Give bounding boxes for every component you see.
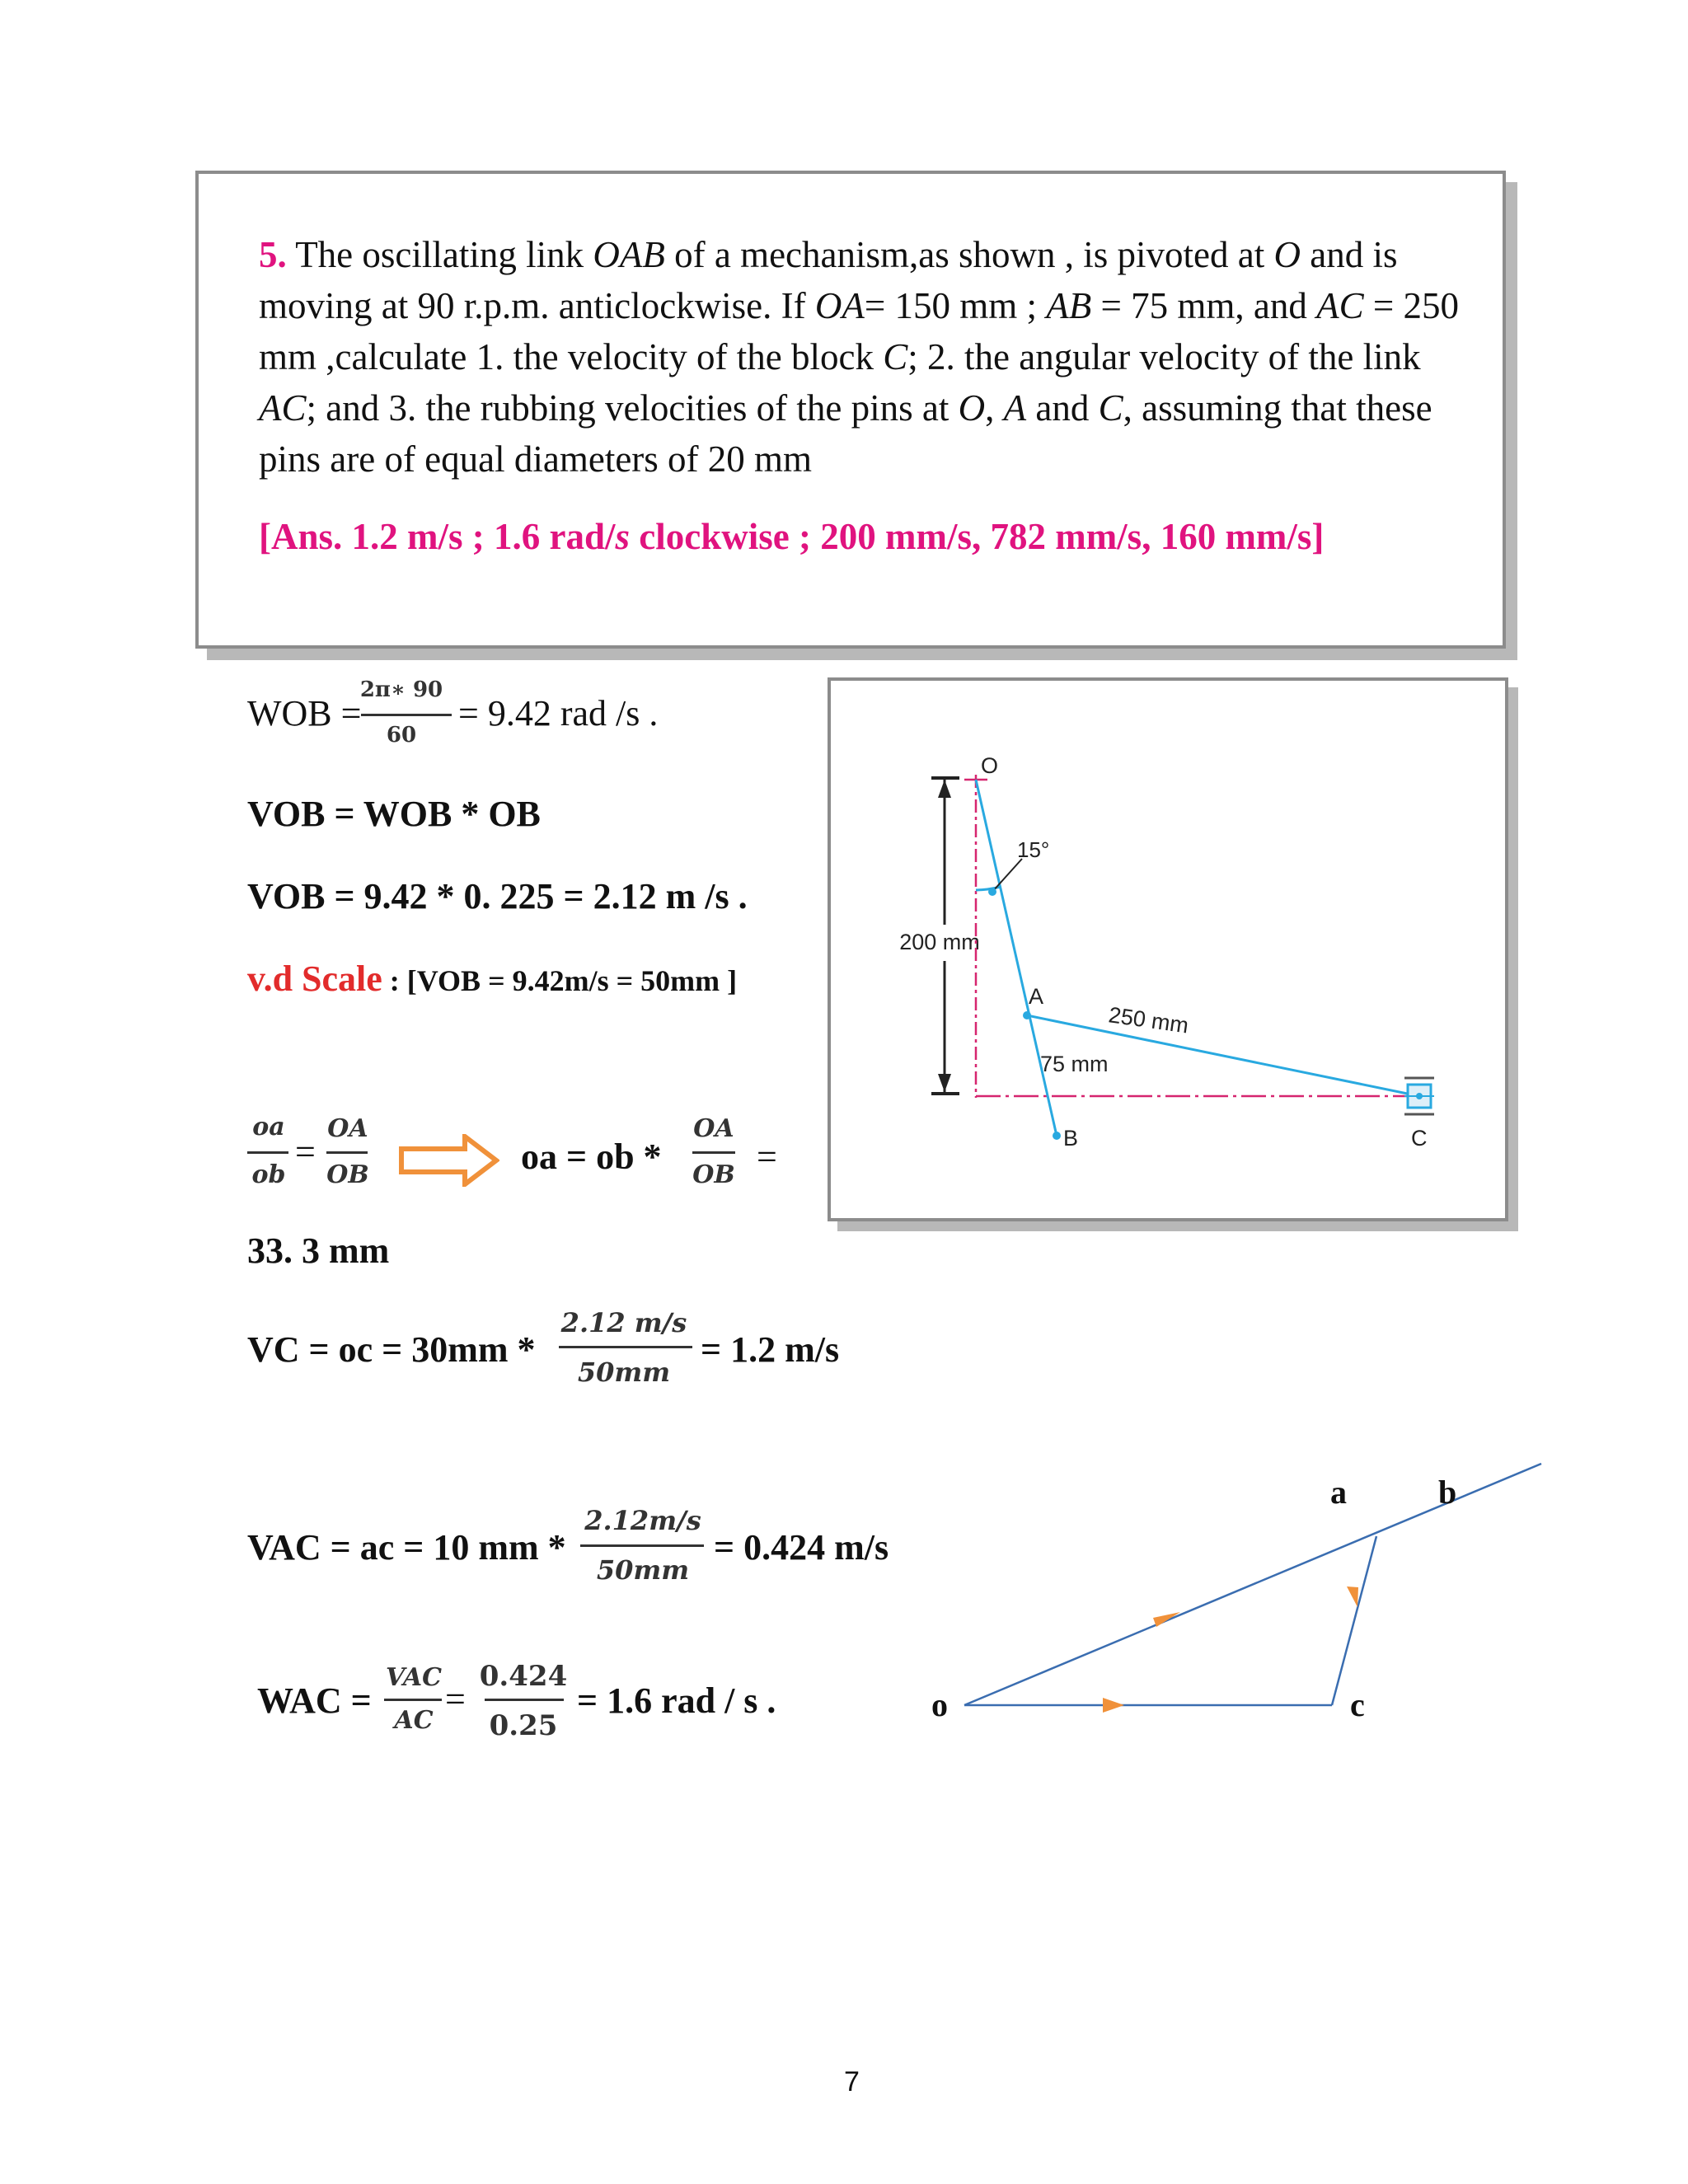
label-o: o: [931, 1686, 948, 1723]
wac-equals: =: [445, 1679, 466, 1719]
scale-label: v.d Scale: [247, 958, 382, 999]
answer-unit-s: s: [615, 516, 631, 557]
problem-text-segment: ; and 3. the rubbing velocities of the pins at: [306, 387, 959, 429]
dim-200mm: 200 mm: [899, 930, 980, 954]
problem-variable: C: [1098, 387, 1123, 429]
vc-expression: VC = oc = 30mm *: [247, 1329, 536, 1370]
vc-result: = 1.2 m/s: [701, 1329, 840, 1370]
oa-equals: =: [757, 1137, 777, 1177]
problem-variable: O: [958, 387, 986, 429]
oa-result: 33. 3 mm: [247, 1230, 390, 1271]
problem-text-segment: , assuming that these pins are of equal diameters of 20 mm: [259, 387, 1432, 480]
vac-denominator: 50mm: [596, 1554, 690, 1586]
scale-value: : [VOB = 9.42m/s = 50mm ]: [382, 964, 738, 997]
mechanism-figure: [828, 677, 1508, 1221]
problem-variable: OA: [814, 285, 865, 326]
problem-variable: OAB: [593, 234, 665, 275]
problem-text-segment: = 75 mm, and: [1091, 285, 1317, 326]
implies-arrow-icon: [399, 1134, 499, 1187]
ratio-num-OA: OA: [327, 1114, 368, 1143]
vob-calculation: VOB = 9.42 * 0. 225 = 2.12 m /s .: [247, 876, 748, 916]
wob-label: WOB =: [247, 693, 362, 733]
velocity-diagram: [923, 1451, 1566, 1731]
problem-variable: AC: [1316, 285, 1364, 326]
wac-den-value: 0.25: [489, 1709, 558, 1742]
angle-label: 15°: [1017, 837, 1050, 862]
problem-text: [259, 234, 1459, 480]
vc-denominator: 50mm: [577, 1357, 671, 1388]
vac-expression: VAC = ac = 10 mm *: [247, 1527, 566, 1568]
oa-num-OA: OA: [693, 1114, 734, 1143]
problem-text-segment: and is moving at 90 r.p.m. anticlockwise. If: [259, 234, 1398, 326]
label-b: b: [1438, 1474, 1457, 1511]
ratio-den-ob: ob: [251, 1160, 286, 1189]
ratio-den-OB: OB: [326, 1160, 369, 1189]
oa-expression: oa = ob *: [521, 1137, 662, 1177]
problem-number: 5.: [259, 234, 287, 275]
problem-variable: C: [883, 336, 908, 377]
dim-75mm: 75 mm: [1040, 1052, 1109, 1076]
scale-line: [247, 958, 737, 1000]
problem-variable: A: [1003, 387, 1027, 429]
problem-text-segment: = 250 mm ,calculate 1. the velocity of the block: [259, 285, 1460, 377]
fraction-bar: [326, 1151, 368, 1154]
label-C: C: [1411, 1126, 1428, 1151]
arrow-head-icon: [1103, 1698, 1124, 1713]
problem-text-segment: = 150 mm ;: [864, 285, 1047, 326]
wac-label: WAC =: [257, 1680, 372, 1721]
problem-variable: O: [1273, 234, 1301, 275]
wac-num-VAC: VAC: [385, 1663, 443, 1692]
label-B: B: [1063, 1126, 1079, 1151]
wac-result: = 1.6 rad / s .: [577, 1680, 776, 1721]
wob-result: = 9.42 rad /s .: [458, 693, 659, 733]
wac-num-value: 0.424: [479, 1660, 568, 1693]
fraction-bar: [580, 1544, 704, 1547]
label-a: a: [1330, 1474, 1347, 1511]
label-O: O: [981, 753, 999, 778]
wac-den-AC: AC: [394, 1706, 434, 1735]
answer-part: [Ans. 1.2 m/s ; 1.6 rad/: [259, 516, 616, 557]
oa-den-OB: OB: [692, 1160, 735, 1189]
problem-text-segment: and: [1026, 387, 1099, 429]
dim-250mm: 250 mm: [1107, 1002, 1190, 1038]
fraction-bar: [692, 1151, 735, 1154]
arrow-head-icon: [1347, 1586, 1358, 1607]
answer-line: [259, 515, 1324, 558]
arrow-head-icon: [1153, 1612, 1180, 1627]
label-c: c: [1350, 1686, 1365, 1723]
fraction-bar: [384, 1699, 442, 1701]
vector-ac: [1332, 1536, 1376, 1705]
problem-text-segment: ; 2. the angular velocity of the link: [907, 336, 1421, 377]
vc-numerator: 2.12 m/s: [560, 1307, 687, 1338]
vac-numerator: 2.12m/s: [584, 1505, 701, 1536]
wob-numerator: 2π∗ 90: [359, 677, 443, 702]
ratio-equals: =: [295, 1132, 316, 1172]
page-number: 7: [844, 2066, 860, 2097]
fraction-bar: [559, 1346, 692, 1348]
fraction-bar: [247, 1151, 288, 1154]
problem-variable: AC: [259, 387, 307, 429]
fraction-bar: [485, 1699, 564, 1701]
vob-definition: VOB = WOB * OB: [247, 794, 541, 834]
ratio-num-oa: oa: [252, 1113, 285, 1141]
wob-denominator: 60: [386, 723, 417, 748]
problem-text-segment: of a mechanism,as shown , is pivoted at: [664, 234, 1274, 275]
fraction-bar: [361, 714, 452, 716]
problem-text-segment: ,: [985, 387, 1004, 429]
vac-result: = 0.424 m/s: [714, 1527, 889, 1568]
label-A: A: [1029, 984, 1044, 1009]
answer-part: clockwise ; 200 mm/s, 782 mm/s, 160 mm/s]: [630, 516, 1325, 557]
problem-statement: [259, 229, 1470, 485]
problem-text-segment: The oscillating link: [295, 234, 593, 275]
problem-variable: AB: [1046, 285, 1092, 326]
